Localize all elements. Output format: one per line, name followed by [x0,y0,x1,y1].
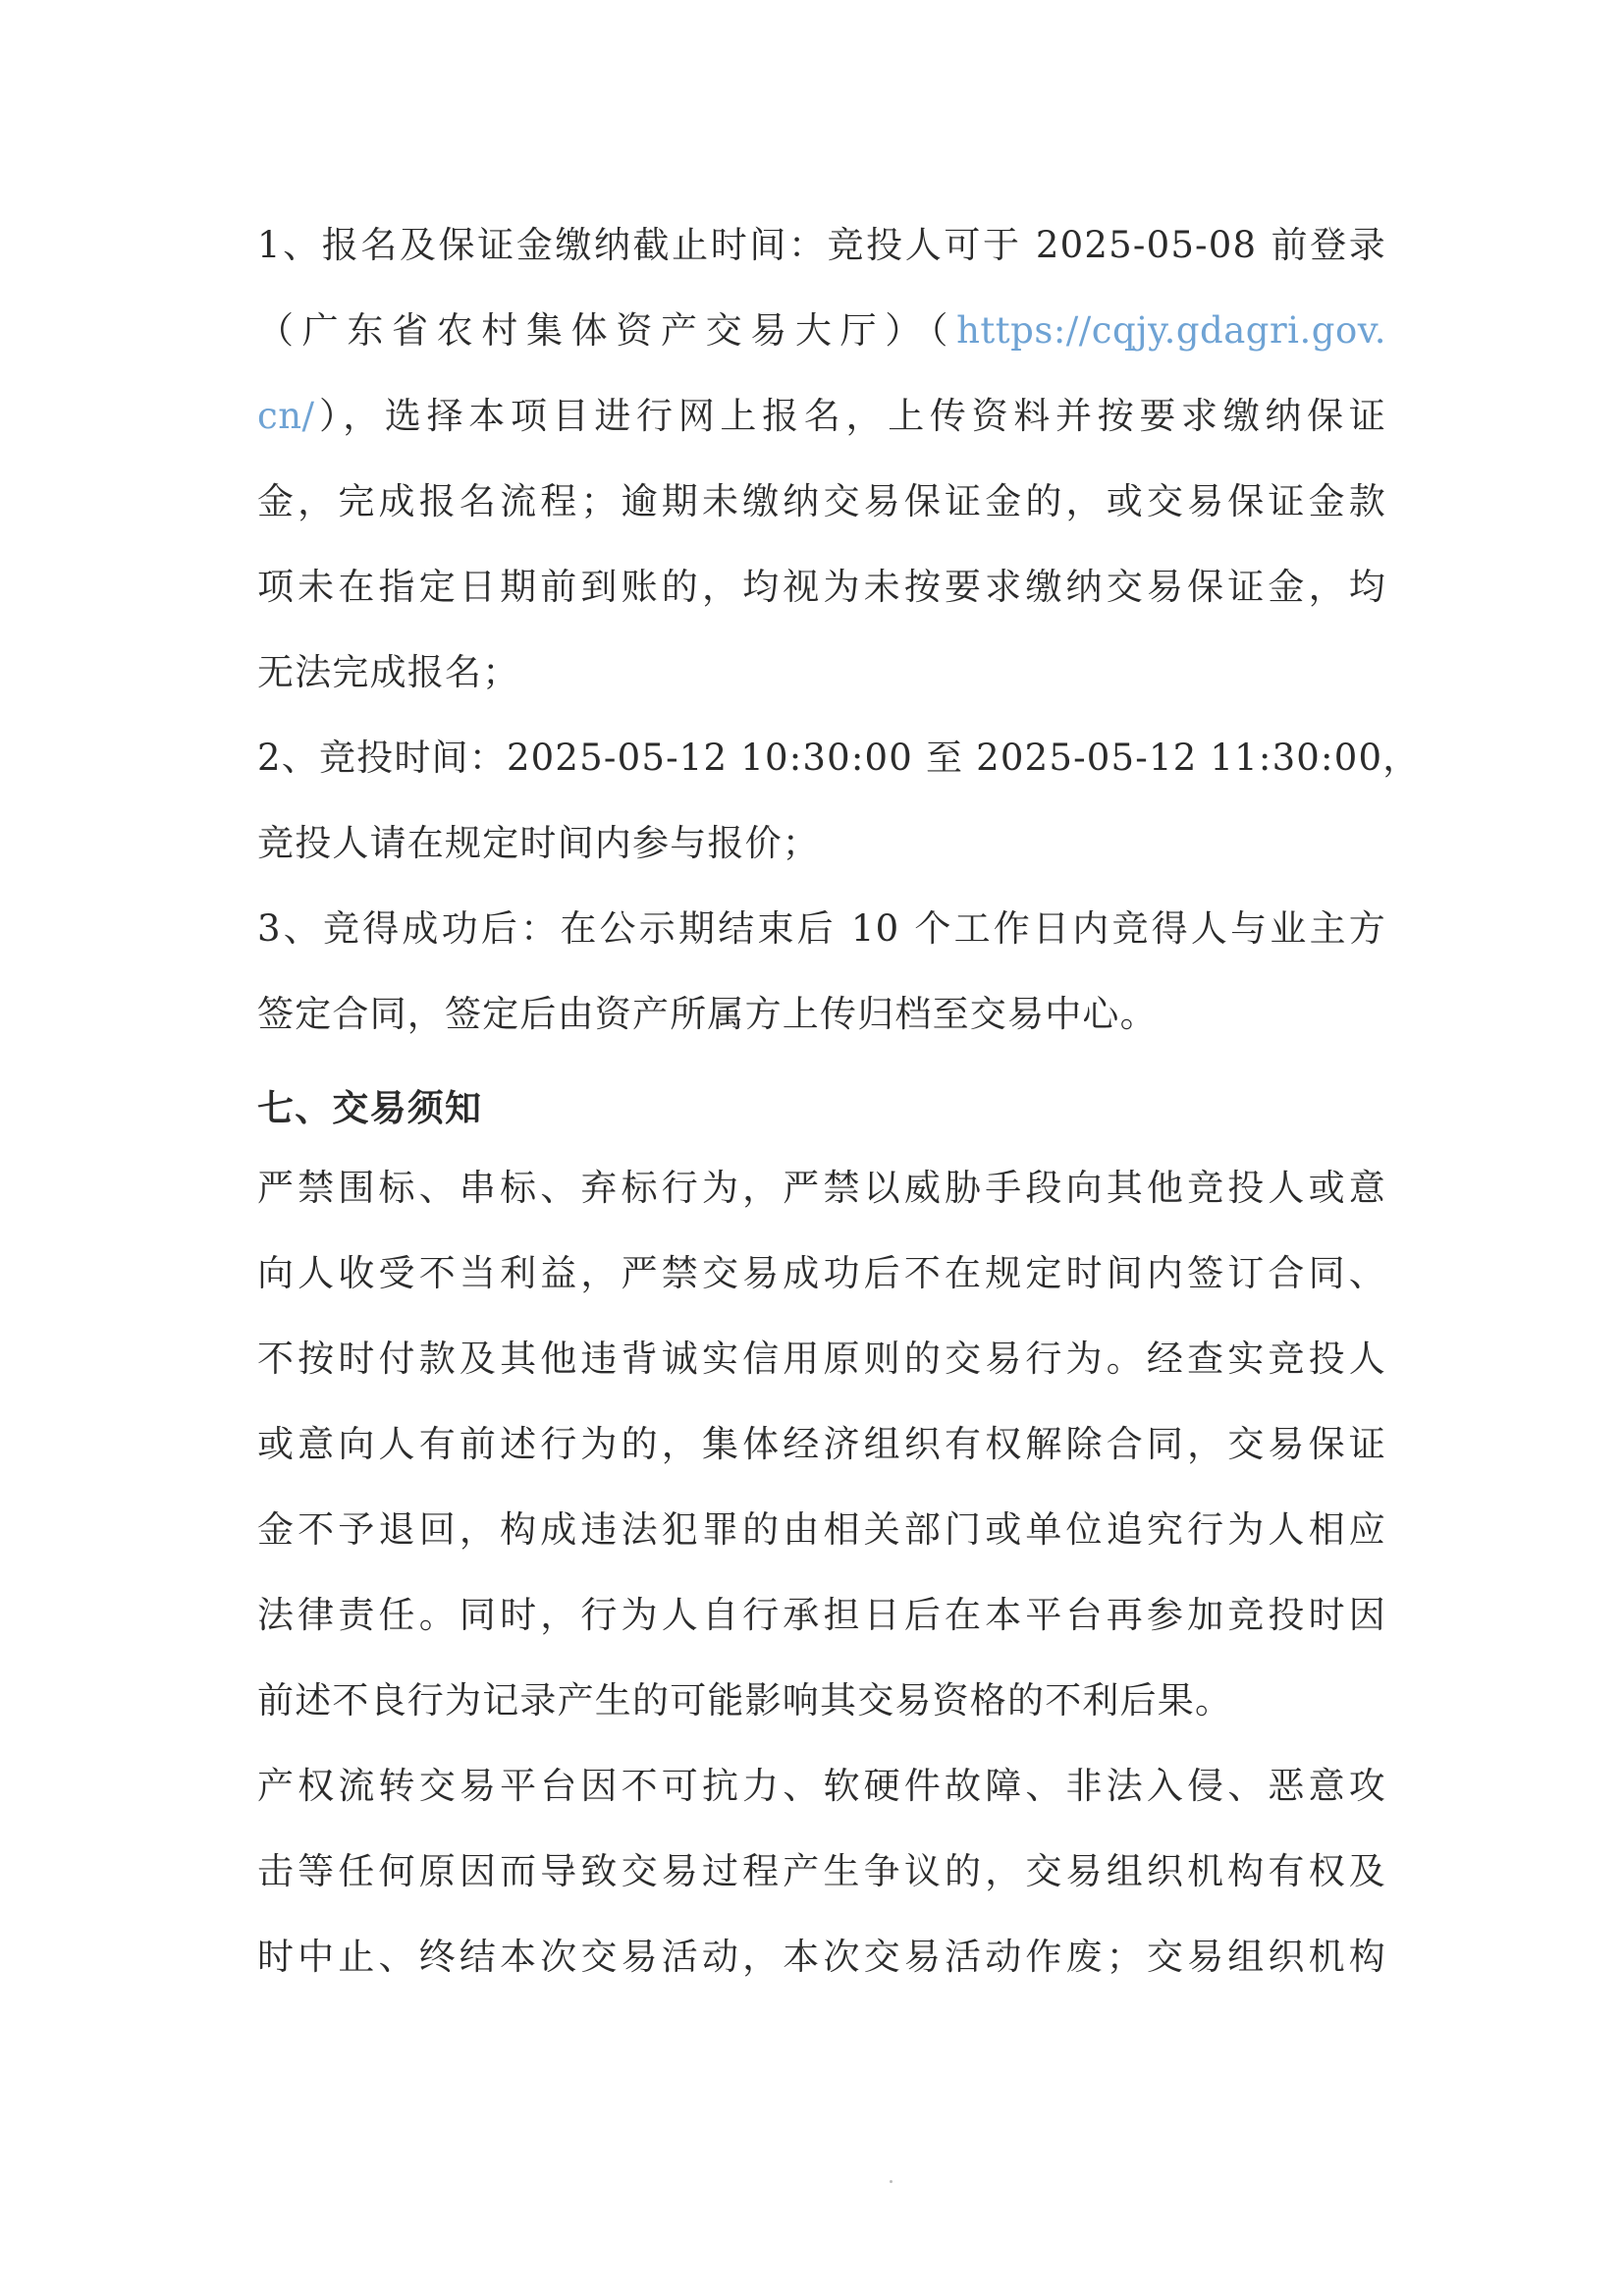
text-line: 竞投人请在规定时间内参与报价； [257,822,820,864]
text-line: 金不予退回，构成违法犯罪的由相关部门或单位追究行为人相应 [257,1508,1386,1551]
paragraph-prohibited-conduct [257,1153,1386,1751]
text-line: 2、竞投时间：2025-05-12 10:30:00 至 2025-05-12 11:30:00， [257,737,1421,779]
text-line: 项未在指定日期前到账的，均视为未按要求缴纳交易保证金，均 [257,566,1386,608]
document-body [257,210,1421,2007]
scan-artifact-dot [890,2180,893,2183]
list-item-after-winning [257,894,1386,1065]
text-line: 3、竞得成功后：在公示期结束后 10 个工作日内竞得人与业主方 [257,907,1386,950]
text-span: ），选择本项目进行网上报名，上传资料并按要求缴纳保证 [314,395,1386,437]
text-line: 签定合同，签定后由资产所属方上传归档至交易中心。 [257,993,1158,1035]
text-line: 不按时付款及其他违背诚实信用原则的交易行为。经查实竞投人 [257,1338,1386,1380]
text-line: 产权流转交易平台因不可抗力、软硬件故障、非法入侵、恶意攻 [257,1765,1386,1807]
list-item-registration-deadline [257,210,1386,723]
text-line: 1、报名及保证金缴纳截止时间：竞投人可于 2025-05-08 前登录 [257,224,1386,266]
text-line: 时中止、终结本次交易活动，本次交易活动作废；交易组织机构 [257,1936,1386,1978]
text-line: 向人收受不当利益，严禁交易成功后不在规定时间内签订合同、 [257,1252,1386,1294]
paragraph-platform-disputes [257,1751,1386,2007]
text-line: 法律责任。同时，行为人自行承担日后在本平台再参加竞投时因 [257,1594,1386,1636]
text-line: 金，完成报名流程；逾期未缴纳交易保证金的，或交易保证金款 [257,480,1386,522]
text-line-with-link [257,381,1386,466]
text-line: 或意向人有前述行为的，集体经济组织有权解除合同，交易保证 [257,1423,1386,1465]
section-heading-trading-notice: 七、交易须知 [257,1086,483,1129]
text-line: 无法完成报名； [257,651,520,693]
text-span: （广东省农村集体资产交易大厅）（ [257,309,957,352]
text-line-with-link [257,296,1386,381]
text-line: 严禁围标、串标、弃标行为，严禁以威胁手段向其他竞投人或意 [257,1167,1386,1209]
platform-url-link-continued[interactable]: cn/ [257,395,315,437]
platform-url-link[interactable]: https://cqjy.gdagri.gov. [956,309,1386,352]
text-line: 击等任何原因而导致交易过程产生争议的，交易组织机构有权及 [257,1850,1386,1892]
text-line: 前述不良行为记录产生的可能影响其交易资格的不利后果。 [257,1679,1233,1722]
list-item-bidding-time [257,723,1421,894]
